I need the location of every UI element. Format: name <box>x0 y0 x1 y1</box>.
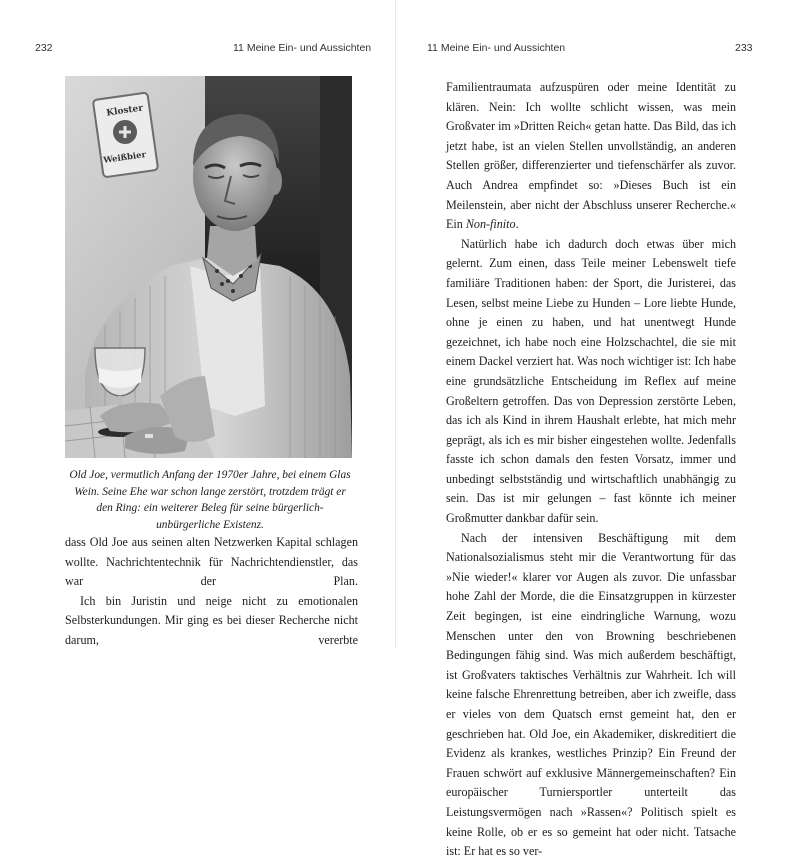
right-running-head: 11 Meine Ein- und Aussichten <box>427 42 566 54</box>
photo-caption: Old Joe, vermutlich Anfang der 1970er Jahre, bei einem Glas Wein. Seine Ehe war schon lange zerstört, trotzdem trägt er den Ring: ein weiterer Beleg für seine bürgerlich-unbürgerliche Existenz. <box>69 469 351 531</box>
sign-icon <box>93 92 158 177</box>
italic-term: Non-finito <box>465 217 516 232</box>
right-body-text <box>446 78 736 862</box>
paragraph: dass Old Joe aus seinen alten Netzwerken Kapital schlagen wollte. Nachrichtentechnik für Nachrichtendienstler, das war der Plan. <box>65 535 358 589</box>
paragraph: Natürlich habe ich dadurch doch etwas über mich gelernt. Zum einen, dass Teile meiner Lebenswelt tiefe familiäre Traditionen haben: der Sport, die Juristerei, das Lesen, selbst meine Liebe zu Hunden – Lore liebte Hunde, ohne je einen zu haben, und hat unentwegt Hunde gezeichnet, ich habe noch eine Holzschachtel, die sie mit einem Dackel verziert hat. Was noch wichtiger ist: Ich habe eine grundsätzliche Entscheidung im Reflex auf meine Großeltern getroffen. Das von Depression zerstörte Leben, das ich als Kind in ihrem Haushalt erlebte, hat mich mehr geprägt, als ich es mir bisher eingestehen wollte. Jedenfalls fasste ich schon damals den festen Vorsatz, immer und unbedingt selbstständig und wirtschaftlich unabhängig zu sein. Das ist mir gelungen – fast könnte ich meiner Großmutter dankbar dafür sein. <box>446 236 736 526</box>
sign-line-2: Weißbier <box>102 150 147 166</box>
sign-line-1: Kloster <box>105 103 144 119</box>
photograph-old-joe <box>65 76 352 458</box>
paragraph-text: Familientraumata aufzuspüren oder meine Identität zu klären. Nein: Ich wollte schlicht wissen, was mein Großvater im »Dritten Reich« getan hatte. Das Bild, das ich jetzt habe, ist an vielen Stellen unvollständig, an anderen Stellen größer, differenzierter und tiefenschärfer als zuvor. Auch Andrea empfindet so: »Dieses Buch ist ein Meilenstein, aber nicht der Abschluss unserer Recherche.« Ein <box>446 80 736 232</box>
paragraph: Nach der intensiven Beschäftigung mit dem Nationalsozialismus steht mir die Verantwortung für das »Nie wieder!« klarer vor Augen als zuvor. Die unfassbar hohe Zahl der Morde, die die Einsatzgruppen in kürzester Zeit begingen, ist eine eindringliche Warnung, wozu Menschen unter den von Browning beschriebenen Bedingungen fähig sind. Was mich außerdem beschäftigt, ist Großvaters taktisches Verhältnis zur Wahrheit. Ich will keine falsche Ehrenrettung betreiben, aber ich zweifle, dass er vieles von dem Quatsch ernst gemeint hat, den er geschrieben hat. Old Joe, ein Akademiker, diskreditiert die Evidenz als krankes, westliches Prinzip? Ein Freund der Frauen schwört auf exklusive Männergemeinschaften? Ein europäischer Turniersportler unterteilt das Leistungsvermögen nach »Rassen«? Politisch spielt es keine Rolle, ob er es so gemeint hat oder nicht. Tatsache ist: Er hat es so ver- <box>446 530 736 859</box>
paragraph <box>446 78 736 235</box>
left-page-number: 232 <box>35 42 53 54</box>
ring-icon <box>145 434 153 438</box>
paragraph-text-end: . <box>515 217 519 232</box>
left-body-text <box>65 533 358 651</box>
paragraph: Ich bin Juristin und neige nicht zu emotionalen Selbsterkundungen. Mir ging es bei dieser Recherche nicht darum, vererbte <box>65 593 358 647</box>
right-page-number: 233 <box>735 42 753 54</box>
left-running-head: 11 Meine Ein- und Aussichten <box>233 42 372 54</box>
book-gutter <box>395 0 396 648</box>
